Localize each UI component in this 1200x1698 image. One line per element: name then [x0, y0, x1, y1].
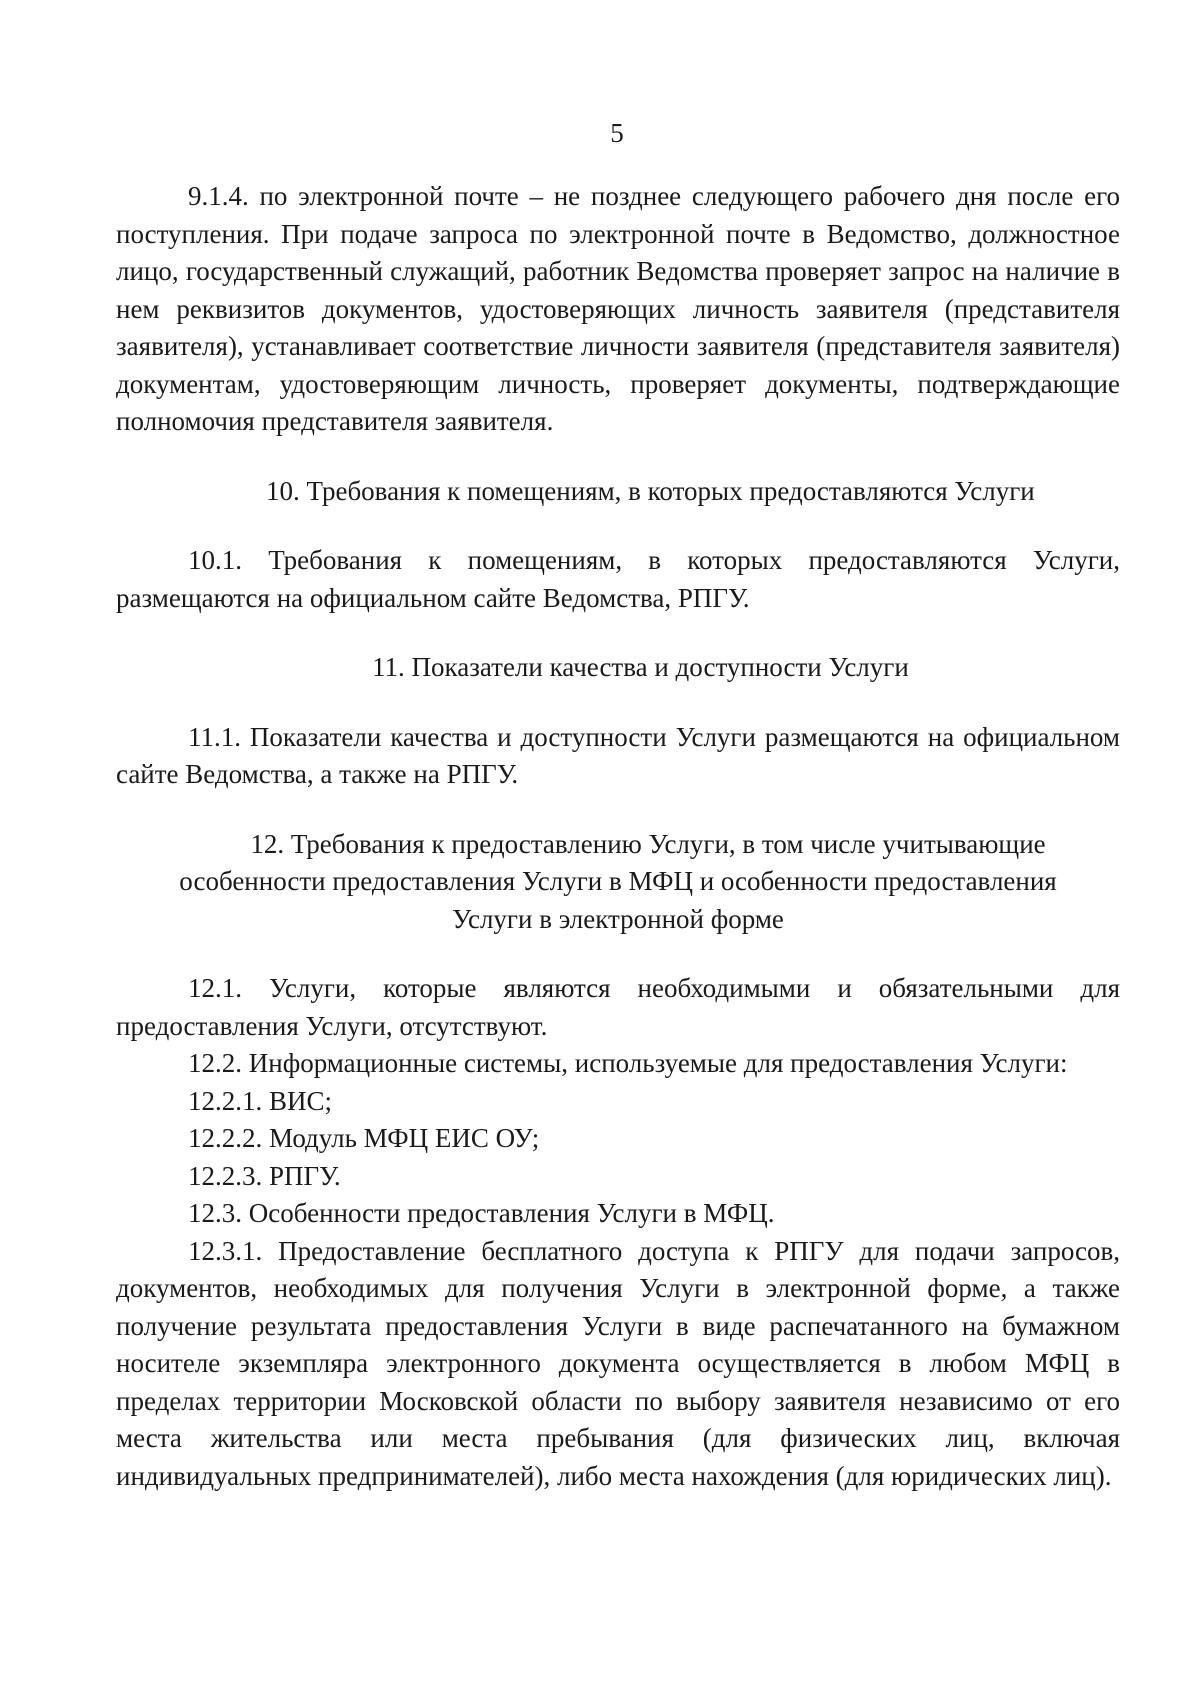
paragraph-12-2-1: 12.2.1. ВИС; — [188, 1085, 333, 1116]
paragraph-12-2: 12.2. Информационные системы, используемые для предоставления Услуги: — [188, 1048, 1068, 1078]
paragraph-11-1: 11.1. Показатели качества и доступности Услуги размещаются на официальном сайте Ведомства, а также на РПГУ. — [116, 721, 1120, 789]
section-heading-12-line-3: Услуги в электронной форме — [452, 903, 784, 934]
paragraph-9-1-4: 9.1.4. по электронной почте – не позднее следующего рабочего дня после его поступления. При подаче запроса по электронной почте в Ведомство, должностное лицо, государственный служащий, работник Ведомства проверяет запрос на наличие в нем реквизитов документов, удостоверяющих личность заявителя (представителя заявителя), устанавливает соответствие личности заявителя (представителя заявителя) документам, удостоверяющим личность, проверяет документы, подтверждающие полномочия представителя заявителя. — [116, 181, 1120, 436]
section-heading-12-line-2: особенности предоставления Услуги в МФЦ и особенности предоставления — [179, 866, 1057, 896]
section-heading-10: 10. Требования к помещениям, в которых предоставляются Услуги — [266, 475, 1035, 506]
section-heading-12-line-1: 12. Требования к предоставлению Услуги, в том числе учитывающие — [250, 828, 1046, 859]
page-number: 5 — [610, 118, 624, 148]
paragraph-12-1: 12.1. Услуги, которые являются необходимыми и обязательными для предоставления Услуги, отсутствуют. — [116, 973, 1120, 1041]
paragraph-12-2-3: 12.2.3. РПГУ. — [188, 1160, 341, 1191]
section-heading-12 — [116, 826, 1120, 939]
section-heading-11: 11. Показатели качества и доступности Услуги — [372, 652, 909, 682]
document-body — [116, 178, 1120, 1495]
paragraph-10-1: 10.1. Требования к помещениям, в которых предоставляются Услуги, размещаются на официальном сайте Ведомства, РПГУ. — [116, 545, 1120, 613]
paragraph-12-3-1: 12.3.1. Предоставление бесплатного доступа к РПГУ для подачи запросов, документов, необходимых для получения Услуги в электронной форме, а также получение результата предоставления Услуги в виде распечатанного на бумажном носителе экземпляра электронного документа осуществляется в любом МФЦ в пределах территории Московской области по выбору заявителя независимо от его места жительства или места пребывания (для физических лиц, включая индивидуальных предпринимателей), либо места нахождения (для юридических лиц). — [116, 1235, 1120, 1491]
paragraph-12-3: 12.3. Особенности предоставления Услуги в МФЦ. — [188, 1198, 775, 1228]
paragraph-12-2-2: 12.2.2. Модуль МФЦ ЕИС ОУ; — [188, 1123, 540, 1153]
